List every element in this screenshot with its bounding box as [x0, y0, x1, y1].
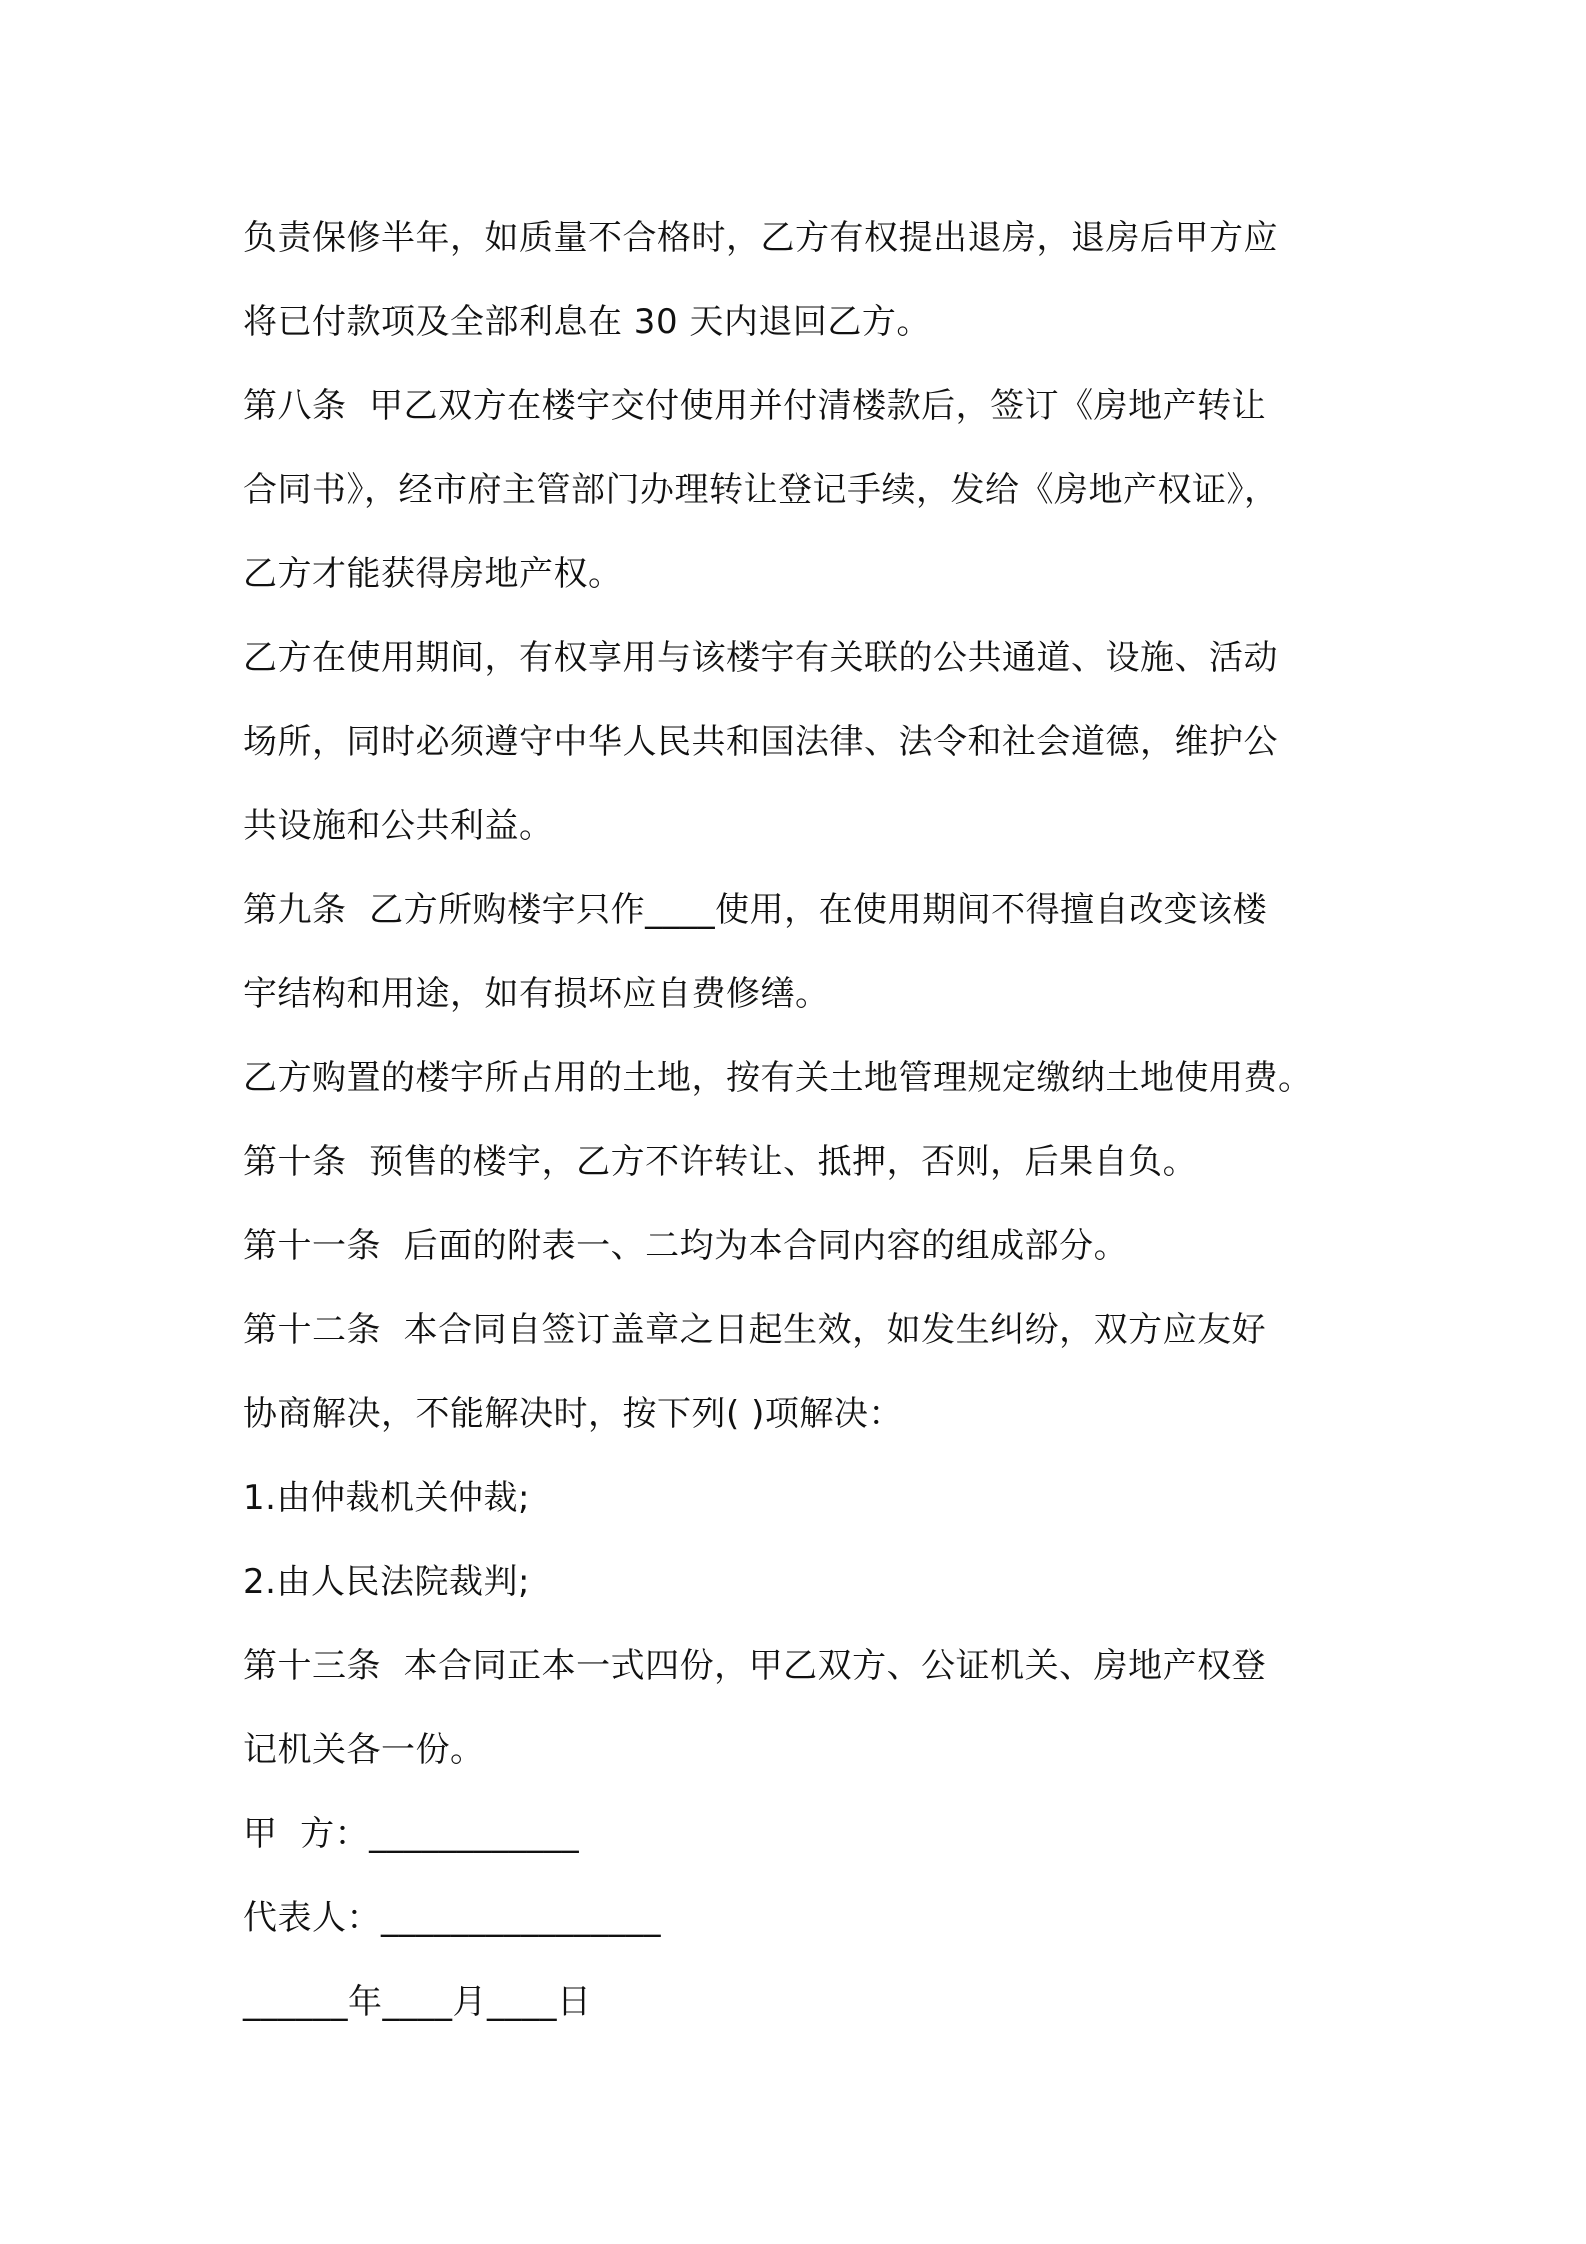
text-line: 将已付款项及全部利息在 30 天内退回乙方。	[243, 302, 931, 342]
text-line: 场所，同时必须遵守中华人民共和国法律、法令和社会道德，维护公	[243, 722, 1278, 762]
text-line: 协商解决，不能解决时，按下列( )项解决：	[243, 1394, 903, 1434]
article-8-line: 第八条 甲乙双方在楼宇交付使用并付清楼款后，签订《房地产转让	[243, 386, 1267, 426]
representative-signature-line: 代表人：________________	[243, 1898, 661, 1938]
article-10-line: 第十条 预售的楼宇，乙方不许转让、抵押，否则，后果自负。	[243, 1142, 1198, 1182]
article-11-line: 第十一条 后面的附表一、二均为本合同内容的组成部分。	[243, 1226, 1129, 1266]
article-9-line: 第九条 乙方所购楼宇只作____使用，在使用期间不得擅自改变该楼	[243, 890, 1268, 930]
text-line: 宇结构和用途，如有损坏应自费修缮。	[243, 974, 830, 1014]
date-line: ______年____月____日	[243, 1982, 592, 2022]
text-line: 乙方在使用期间，有权享用与该楼宇有关联的公共通道、设施、活动	[243, 638, 1278, 678]
text-line: 负责保修半年，如质量不合格时，乙方有权提出退房，退房后甲方应	[243, 218, 1278, 258]
list-item: 2.由人民法院裁判;	[243, 1562, 530, 1602]
party-a-signature-line: 甲 方：____________	[243, 1814, 580, 1854]
text-line: 乙方购置的楼宇所占用的土地，按有关土地管理规定缴纳土地使用费。	[243, 1058, 1313, 1098]
list-item: 1.由仲裁机关仲裁;	[243, 1478, 530, 1518]
article-13-line: 第十三条 本合同正本一式四份，甲乙双方、公证机关、房地产权登	[243, 1646, 1267, 1686]
contract-body	[243, 196, 1373, 2044]
text-line: 共设施和公共利益。	[243, 806, 554, 846]
article-12-line: 第十二条 本合同自签订盖章之日起生效，如发生纠纷，双方应友好	[243, 1310, 1267, 1350]
text-line: 乙方才能获得房地产权。	[243, 554, 623, 594]
text-line: 合同书》，经市府主管部门办理转让登记手续，发给《房地产权证》，	[243, 470, 1279, 510]
text-line: 记机关各一份。	[243, 1730, 485, 1770]
